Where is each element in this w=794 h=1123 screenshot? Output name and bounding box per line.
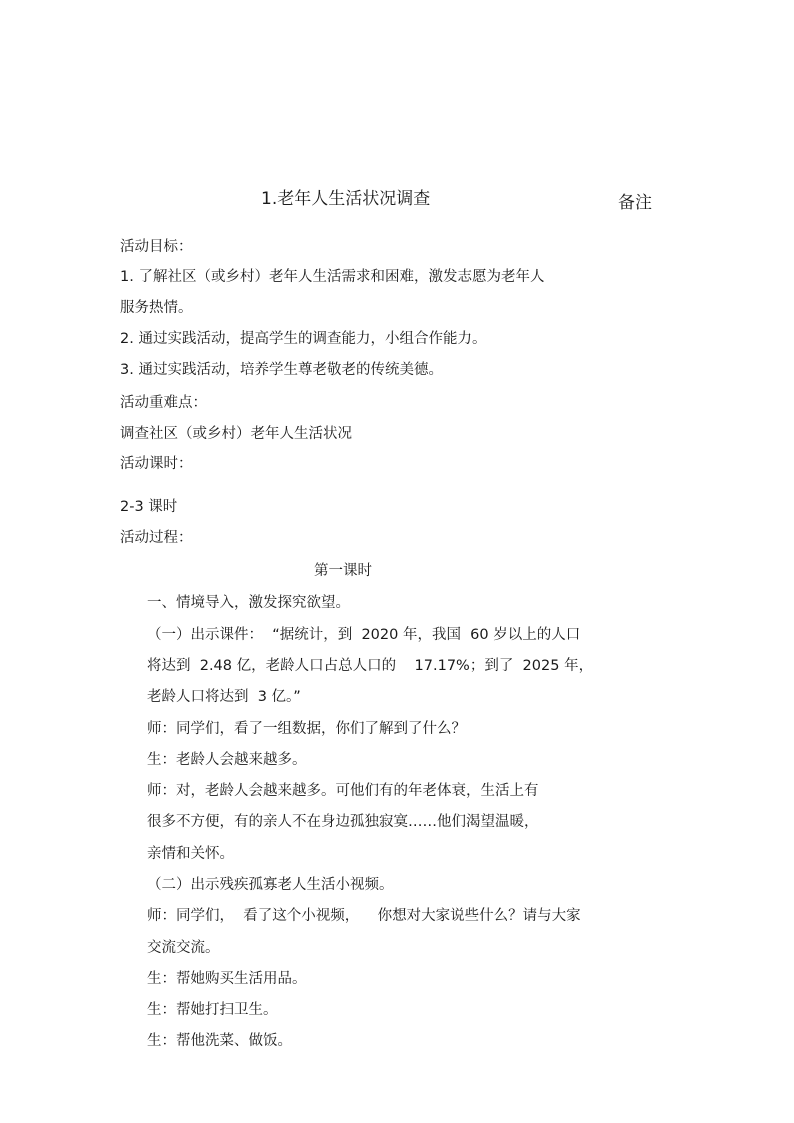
document-title: 1.老年人生活状况调查 xyxy=(261,189,431,209)
quote-line-3: 老龄人口将达到 3 亿。” xyxy=(147,689,301,705)
dialogue-line: 亲情和关怀。 xyxy=(147,846,234,862)
goals-heading: 活动目标： xyxy=(120,239,193,255)
quote-line-1: （一）出示课件： “据统计，到 2020 年，我国 60 岁以上的人口 xyxy=(147,627,581,643)
dialogue-line: 师：同学们，看了一组数据，你们了解到了什么？ xyxy=(147,721,466,737)
hours-heading: 活动课时： xyxy=(120,456,193,472)
section-two-heading: （二）出示残疾孤寡老人生活小视频。 xyxy=(147,877,394,893)
quote-line-2: 将达到 2.48 亿，老龄人口占总人口的 17.17%；到了 2025 年， xyxy=(147,658,594,674)
process-heading: 活动过程： xyxy=(120,530,193,546)
key-points-heading: 活动重难点： xyxy=(120,395,207,411)
dialogue-line: 很多不方便，有的亲人不在身边孤独寂寞……他们渴望温暖， xyxy=(147,814,539,830)
dialogue-line: 生：帮她购买生活用品。 xyxy=(147,971,307,987)
dialogue-line: 生：帮他洗菜、做饭。 xyxy=(147,1033,292,1049)
goal-1-line-1: 1. 了解社区（或乡村）老年人生活需求和困难，激发志愿为老年人 xyxy=(120,269,545,285)
dialogue-line: 师：对，老龄人会越来越多。可他们有的年老体衰，生活上有 xyxy=(147,783,539,799)
lesson-one-heading: 第一课时 xyxy=(314,563,372,579)
goal-3: 3. 通过实践活动，培养学生尊老敬老的传统美德。 xyxy=(120,362,443,378)
dialogue-line: 生：老龄人会越来越多。 xyxy=(147,752,307,768)
dialogue-line: 师：同学们， 看了这个小视频， 你想对大家说些什么？请与大家 xyxy=(147,908,581,924)
dialogue-line: 交流交流。 xyxy=(147,940,220,956)
goal-1-line-2: 服务热情。 xyxy=(120,300,193,316)
dialogue-line: 生：帮她打扫卫生。 xyxy=(147,1002,278,1018)
goal-2: 2. 通过实践活动，提高学生的调查能力，小组合作能力。 xyxy=(120,331,487,347)
side-note-label: 备注 xyxy=(618,193,652,213)
key-points-text: 调查社区（或乡村）老年人生活状况 xyxy=(120,426,352,442)
section-one-heading: 一、情境导入，激发探究欲望。 xyxy=(147,595,350,611)
hours-text: 2-3 课时 xyxy=(120,499,178,515)
